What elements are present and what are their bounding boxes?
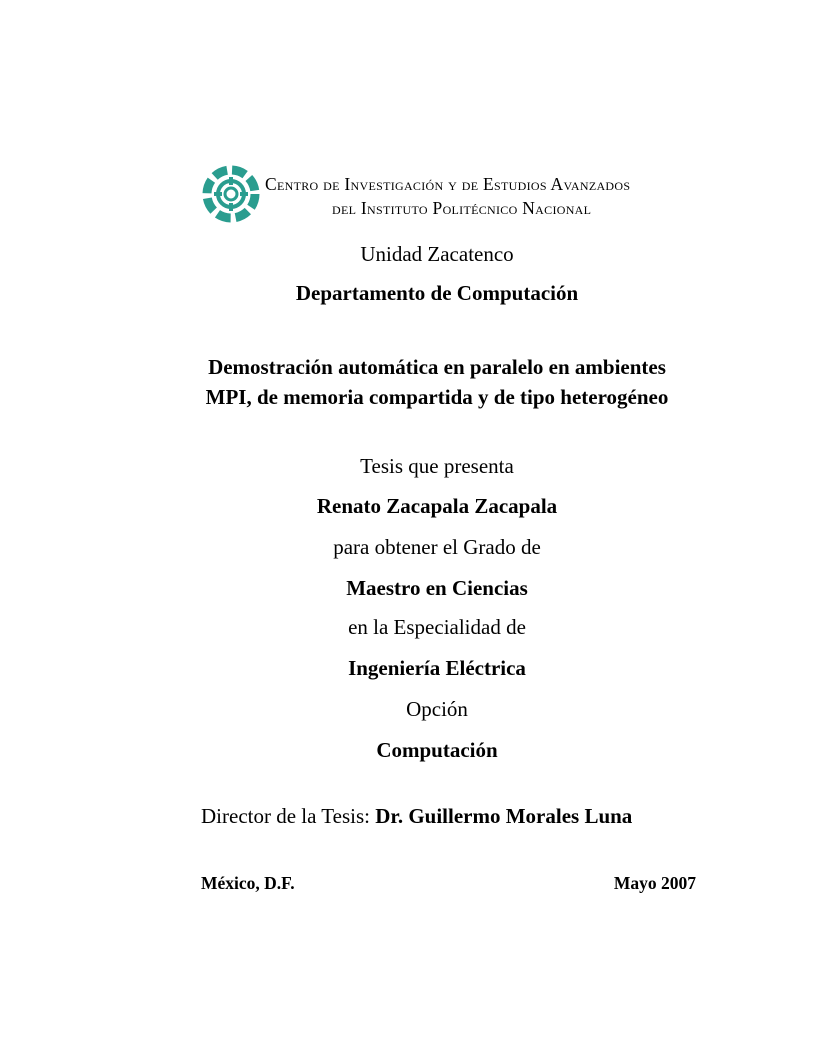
author-name: Renato Zacapala Zacapala xyxy=(316,494,558,518)
thesis-title-line1: Demostración automática en paralelo en ambientes xyxy=(208,355,666,379)
director-name: Dr. Guillermo Morales Luna xyxy=(375,804,633,828)
option-label: Opción xyxy=(406,697,468,721)
unit-name: Unidad Zacatenco xyxy=(360,242,514,266)
thesis-title-line2: MPI, de memoria compartida y de tipo heterogéneo xyxy=(205,385,669,409)
place: México, D.F. xyxy=(201,873,295,893)
thesis-director xyxy=(201,804,632,829)
institution-name-line2: del Instituto Politécnico Nacional xyxy=(332,198,592,218)
date: Mayo 2007 xyxy=(613,873,696,893)
cinvestav-logo-icon xyxy=(200,163,262,225)
department-name: Departamento de Computación xyxy=(295,281,579,305)
specialty-label: en la Especialidad de xyxy=(348,615,526,639)
director-label: Director de la Tesis: xyxy=(201,804,371,828)
institution-name-line1: Centro de Investigación y de Estudios Avanzados xyxy=(265,174,631,194)
degree-name: Maestro en Ciencias xyxy=(346,576,528,600)
degree-label: para obtener el Grado de xyxy=(333,535,541,559)
option-name: Computación xyxy=(376,738,498,762)
specialty-name: Ingeniería Eléctrica xyxy=(348,656,526,680)
presented-by-label: Tesis que presenta xyxy=(360,454,514,478)
